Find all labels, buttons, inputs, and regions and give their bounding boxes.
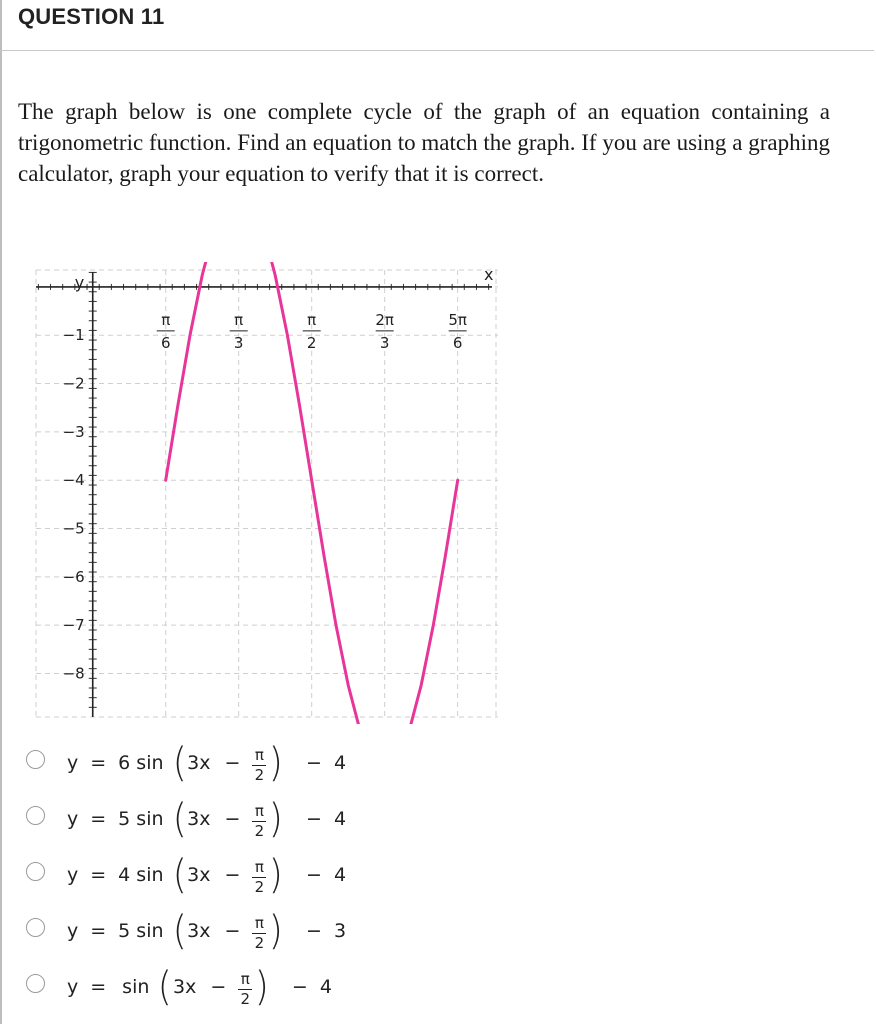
eq-inner: 3x <box>187 808 211 830</box>
eq-y: y <box>67 976 79 998</box>
choice-equation-3 <box>67 852 347 898</box>
choice-option-2[interactable] <box>26 791 446 847</box>
trig-graph <box>30 262 500 724</box>
x-tick-label-numerator: π <box>307 310 317 329</box>
x-tick-label-numerator: 2π <box>375 310 394 329</box>
eq-equals: = <box>90 976 107 998</box>
eq-coefficient: 4 sin <box>118 864 164 886</box>
eq-equals: = <box>90 752 107 774</box>
y-tick-label: −5 <box>62 519 85 538</box>
fraction-pi-over-2: $\frac{\pi}{2}$ <box>252 860 266 895</box>
eq-inner: 3x <box>187 920 211 942</box>
radio-button-1[interactable] <box>26 750 45 769</box>
eq-y: y <box>67 920 79 942</box>
choice-option-1[interactable] <box>26 735 446 791</box>
eq-minus: − <box>210 976 227 998</box>
y-tick-label: −7 <box>62 616 85 635</box>
right-paren: ) <box>269 796 284 842</box>
x-tick-label-denominator: 2 <box>306 333 317 352</box>
radio-button-2[interactable] <box>26 806 45 825</box>
radio-button-5[interactable] <box>26 974 45 993</box>
eq-inner: 3x <box>173 976 197 998</box>
x-tick-label-denominator: 6 <box>452 333 463 352</box>
left-paren: ( <box>172 740 187 786</box>
fraction-pi-over-2: $\frac{\pi}{2}$ <box>238 972 252 1007</box>
right-paren: ) <box>269 908 284 954</box>
fraction-pi-over-2: $\frac{\pi}{2}$ <box>252 916 266 951</box>
right-paren: ) <box>269 852 284 898</box>
choice-equation-4 <box>67 908 347 954</box>
eq-vertical-shift: − 4 <box>306 864 347 886</box>
choice-option-3[interactable] <box>26 847 446 903</box>
eq-minus: − <box>224 920 241 942</box>
eq-coefficient: sin <box>122 976 150 998</box>
eq-minus: − <box>224 808 241 830</box>
eq-inner: 3x <box>187 752 211 774</box>
x-tick-label-denominator: 6 <box>160 333 171 352</box>
choice-option-5[interactable] <box>26 959 446 1015</box>
eq-coefficient: 5 sin <box>118 808 164 830</box>
y-tick-label: −2 <box>62 374 85 393</box>
right-paren: ) <box>255 964 270 1010</box>
y-tick-label: −3 <box>62 422 85 441</box>
answer-choices <box>26 735 446 1015</box>
y-tick-label: −4 <box>62 471 85 490</box>
eq-y: y <box>67 864 79 886</box>
eq-minus: − <box>224 864 241 886</box>
left-paren: ( <box>172 796 187 842</box>
eq-vertical-shift: − 4 <box>306 752 347 774</box>
eq-coefficient: 5 sin <box>118 920 164 942</box>
eq-equals: = <box>90 920 107 942</box>
eq-vertical-shift: − 3 <box>306 920 347 942</box>
x-tick-label-numerator: 5π <box>448 310 467 329</box>
x-tick-label-numerator: π <box>234 310 244 329</box>
left-paren: ( <box>172 908 187 954</box>
eq-equals: = <box>90 864 107 886</box>
header-divider <box>0 50 874 51</box>
y-tick-label: −6 <box>62 567 85 586</box>
radio-button-3[interactable] <box>26 862 45 881</box>
radio-button-4[interactable] <box>26 918 45 937</box>
x-tick-label-denominator: 3 <box>233 333 244 352</box>
y-tick-label: −1 <box>62 326 85 345</box>
y-axis-label: y <box>74 273 85 292</box>
left-paren: ( <box>158 964 173 1010</box>
eq-inner: 3x <box>187 864 211 886</box>
eq-vertical-shift: − 4 <box>291 976 332 998</box>
eq-y: y <box>67 808 79 830</box>
choice-equation-2 <box>67 796 347 842</box>
eq-vertical-shift: − 4 <box>306 808 347 830</box>
fraction-pi-over-2: $\frac{\pi}{2}$ <box>252 748 266 783</box>
right-paren: ) <box>269 740 284 786</box>
eq-equals: = <box>90 808 107 830</box>
choice-equation-5 <box>67 964 332 1010</box>
x-axis-label: x <box>484 264 494 284</box>
question-title: QUESTION 11 <box>18 4 165 29</box>
y-tick-label: −8 <box>62 664 85 683</box>
eq-coefficient: 6 sin <box>118 752 164 774</box>
eq-y: y <box>67 752 79 774</box>
x-tick-label-denominator: 3 <box>379 333 390 352</box>
choice-option-4[interactable] <box>26 903 446 959</box>
choice-equation-1 <box>67 740 347 786</box>
fraction-pi-over-2: $\frac{\pi}{2}$ <box>252 804 266 839</box>
x-tick-label-numerator: π <box>161 310 171 329</box>
left-paren: ( <box>172 852 187 898</box>
eq-minus: − <box>224 752 241 774</box>
question-prompt: The graph below is one complete cycle of the graph of an equation containing a trigonometric function. Find an equation to match the graph. If you are using a graphing calculator, graph your equation to verify that it is correct. <box>18 99 830 186</box>
